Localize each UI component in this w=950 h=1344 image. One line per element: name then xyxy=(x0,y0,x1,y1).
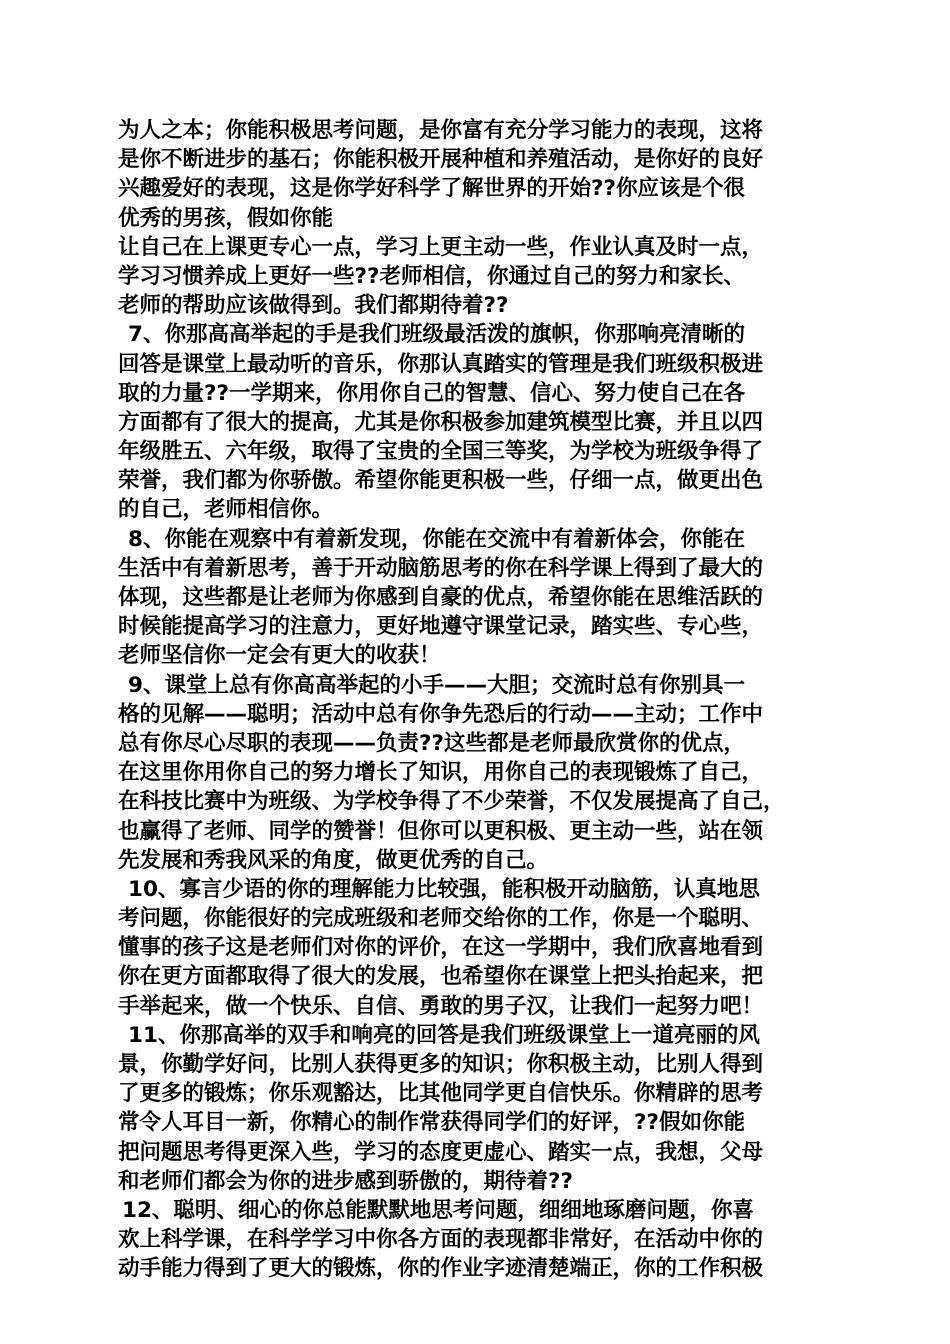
text-line: 也赢得了老师、同学的赞誉！但你可以更积极、更主动一些，站在领 xyxy=(118,818,764,844)
text-line: 把问题思考得更深入些，学习的态度更虚心、踏实一点，我想，父母 xyxy=(118,1139,764,1165)
text-line: 考问题，你能很好的完成班级和老师交给你的工作，你是一个聪明、 xyxy=(118,906,764,932)
text-line: 格的见解——聪明；活动中总有你争先恐后的行动——主动；工作中 xyxy=(118,701,764,727)
body-text xyxy=(118,116,848,1284)
text-line: 优秀的男孩，假如你能 xyxy=(118,205,334,231)
text-line: 是你不断进步的基石；你能积极开展种植和养殖活动，是你好的良好 xyxy=(118,147,764,173)
text-line: 兴趣爱好的表现，这是你学好科学了解世界的开始??你应该是个很 xyxy=(118,176,745,202)
text-line: 景，你勤学好问，比别人获得更多的知识；你积极主动，比别人得到 xyxy=(118,1052,764,1077)
text-line: 和老师们都会为你的进步感到骄傲的，期待着?? xyxy=(118,1168,573,1194)
text-line: 回答是课堂上最动听的音乐，你那认真踏实的管理是我们班级积极进 xyxy=(118,351,764,377)
text-line: 生活中有着新思考，善于开动脑筋思考的你在科学课上得到了最大的 xyxy=(118,555,764,581)
text-line: 常令人耳目一新，你精心的制作常获得同学们的好评，??假如你能 xyxy=(118,1110,745,1136)
text-line: 荣誉，我们都为你骄傲。希望你能更积极一些，仔细一点，做更出色 xyxy=(118,468,764,494)
text-line: 时候能提高学习的注意力，更好地遵守课堂记录，踏实些、专心些， xyxy=(118,614,764,640)
text-line: 在这里你用你自己的努力增长了知识，用你自己的表现锻炼了自己， xyxy=(118,760,764,786)
text-line: 取的力量??一学期来，你用你自己的智慧、信心、努力使自己在各 xyxy=(118,380,745,406)
text-line-item-9: 9、课堂上总有你高高举起的小手——大胆；交流时总有你别具一 xyxy=(128,672,745,698)
text-line-item-7: 7、你那高高举起的手是我们班级最活泼的旗帜，你那响亮清晰的 xyxy=(128,322,745,348)
text-line-item-10: 10、寡言少语的你的理解能力比较强，能积极开动脑筋，认真地思 xyxy=(128,876,760,902)
text-line-item-11: 11、你那高举的双手和响亮的回答是我们班级课堂上一道亮丽的风 xyxy=(128,1022,760,1048)
text-line: 为人之本；你能积极思考问题，是你富有充分学习能力的表现，这将 xyxy=(118,118,764,143)
text-line: 年级胜五、六年级，取得了宝贵的全国三等奖，为学校为班级争得了 xyxy=(118,439,764,465)
text-line: 方面都有了很大的提高，尤其是你积极参加建筑模型比赛，并且以四 xyxy=(118,409,764,435)
text-line: 你在更方面都取得了很大的发展，也希望你在课堂上把头抬起来，把 xyxy=(118,964,764,990)
text-line: 让自己在上课更专心一点，学习上更主动一些，作业认真及时一点， xyxy=(118,234,764,260)
text-line: 学习习惯养成上更好一些??老师相信，你通过自己的努力和家长、 xyxy=(118,263,745,289)
text-line: 欢上科学课，在科学学习中你各方面的表现都非常好，在活动中你的 xyxy=(118,1227,764,1253)
text-line: 懂事的孩子这是老师们对你的评价，在这一学期中，我们欣喜地看到 xyxy=(118,935,764,961)
text-line: 的自己，老师相信你。 xyxy=(118,497,334,523)
text-line: 体现，这些都是让老师为你感到自豪的优点，希望你能在思维活跃的 xyxy=(118,585,764,610)
text-line: 老师坚信你一定会有更大的收获！ xyxy=(118,643,441,669)
text-line: 手举起来，做一个快乐、自信、勇敢的男子汉，让我们一起努力吧！ xyxy=(118,993,764,1019)
text-line: 动手能力得到了更大的锻炼，你的作业字迹清楚端正，你的工作积极 xyxy=(118,1256,764,1282)
text-line-item-8: 8、你能在观察中有着新发现，你能在交流中有着新体会，你能在 xyxy=(128,526,745,552)
text-line: 总有你尽心尽职的表现——负责??这些都是老师最欣赏你的优点， xyxy=(118,730,745,756)
text-line: 先发展和秀我风采的角度，做更优秀的自己。 xyxy=(118,847,549,873)
text-line: 了更多的锻炼；你乐观豁达，比其他同学更自信快乐。你精辟的思考 xyxy=(118,1081,764,1107)
text-line: 老师的帮助应该做得到。我们都期待着?? xyxy=(118,293,509,319)
text-line-item-12: 12、聪明、细心的你总能默默地思考问题，细细地琢磨问题，你喜 xyxy=(122,1197,754,1223)
text-line: 在科技比赛中为班级、为学校争得了不少荣誉，不仅发展提高了自己， xyxy=(118,789,785,815)
